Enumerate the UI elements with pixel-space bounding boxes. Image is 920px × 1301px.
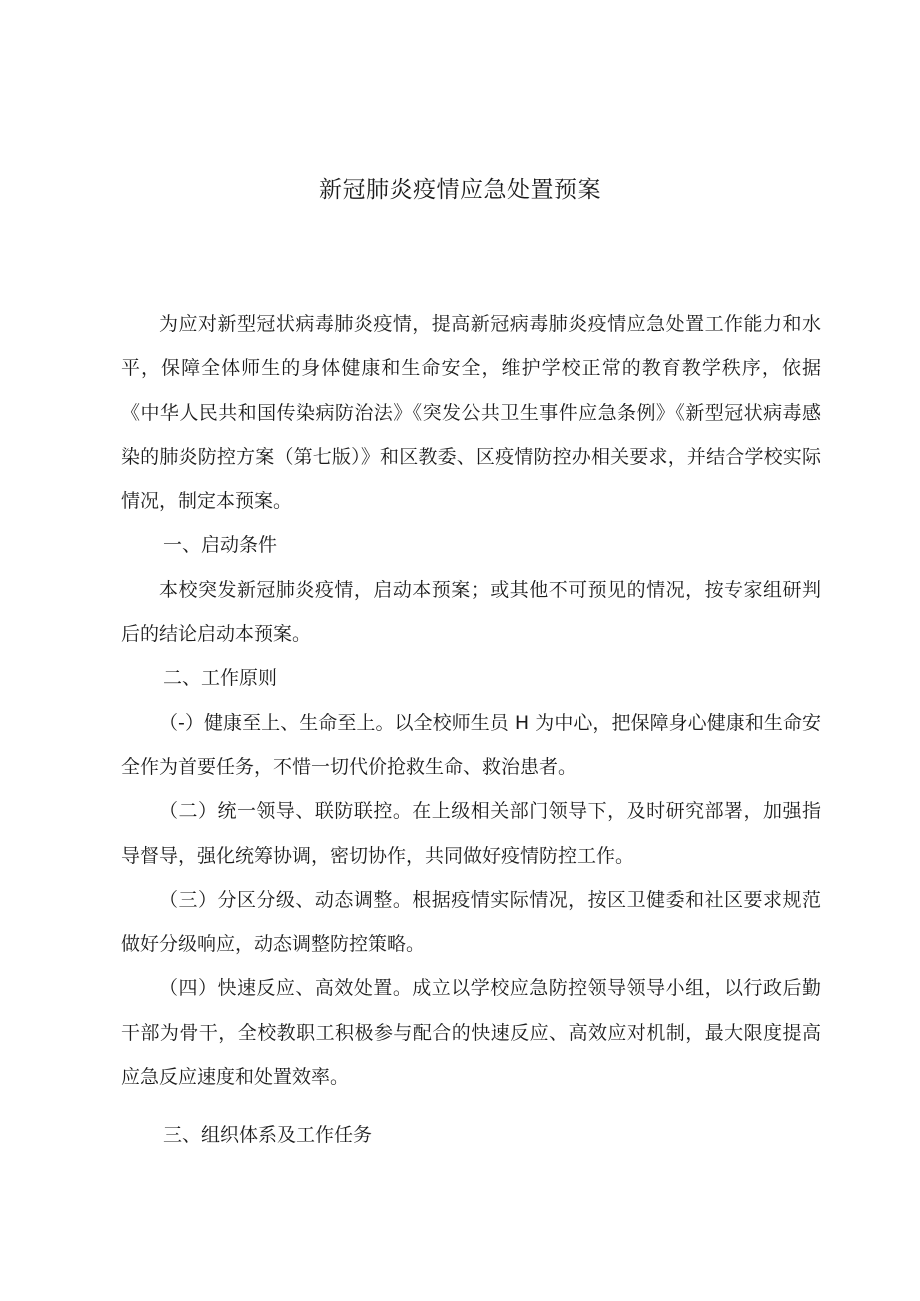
startup-conditions-paragraph: 本校突发新冠肺炎疫情，启动本预案；或其他不可预见的情况，按专家组研判后的结论启动本预案。	[121, 578, 821, 646]
section-heading-work-principles: 二、工作原则	[163, 667, 278, 690]
document-title: 新冠肺炎疫情应急处置预案	[319, 177, 601, 203]
section-heading-organization: 三、组织体系及工作任务	[163, 1124, 373, 1147]
intro-paragraph: 为应对新型冠状病毒肺炎疫情，提高新冠病毒肺炎疫情应急处置工作能力和水平，保障全体师生的身体健康和生命安全，维护学校正常的教育教学秩序，依据《中华人民共和国传染病防治法》《突发公共卫生事件应急条例》《新型冠状病毒感染的肺炎防控方案（第七版）》和区教委、区疫情防控办相关要求，并结合学校实际情况，制定本预案。	[121, 313, 821, 513]
principle-paragraph-3: （三）分区分级、动态调整。根据疫情实际情况，按区卫健委和社区要求规范做好分级响应，动态调整防控策略。	[121, 888, 821, 956]
principle-paragraph-1: （-）健康至上、生命至上。以全校师生员 H 为中心，把保障身心健康和生命安全作为首要任务，不惜一切代价抢救生命、救治患者。	[121, 711, 821, 778]
principle-paragraph-4: （四）快速反应、高效处置。成立以学校应急防控领导领导小组，以行政后勤干部为骨干，全校教职工积极参与配合的快速反应、高效应对机制，最大限度提高应急反应速度和处置效率。	[121, 977, 821, 1089]
principle-paragraph-2: （二）统一领导、联防联控。在上级相关部门领导下，及时研究部署，加强指导督导，强化统筹协调，密切协作，共同做好疫情防控工作。	[121, 800, 821, 867]
section-heading-startup-conditions: 一、启动条件	[163, 534, 278, 557]
document-body	[121, 302, 821, 1158]
